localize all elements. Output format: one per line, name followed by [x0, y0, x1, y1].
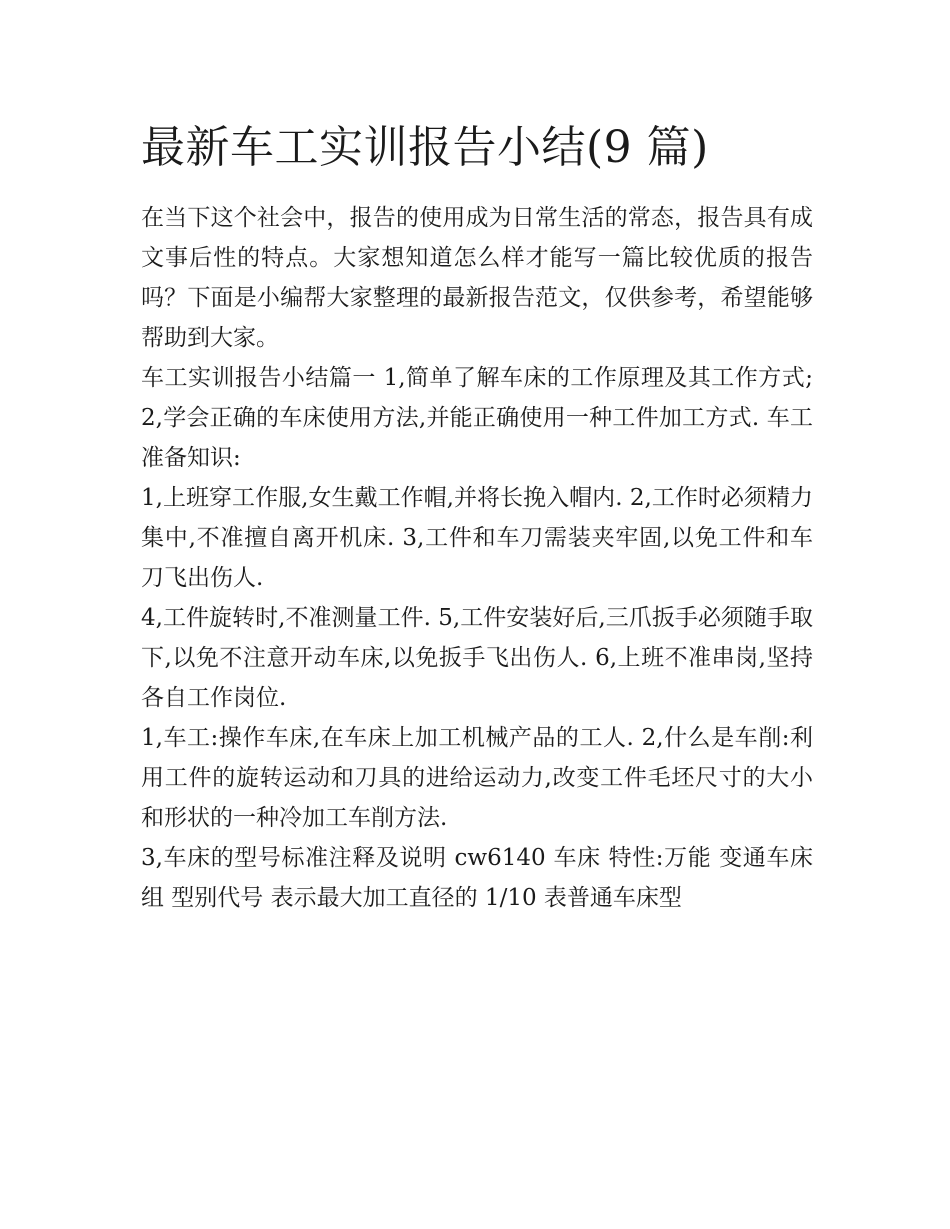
- paragraph-safety-2: 4,工件旋转时,不准测量工件. 5,工件安装好后,三爪扳手必须随手取下,以免不注意开动车床,以免扳手飞出伤人. 6,上班不准串岗,坚持各自工作岗位.: [141, 605, 813, 711]
- paragraph-section-one: 车工实训报告小结篇一 1,简单了解车床的工作原理及其工作方式; 2,学会正确的车床使用方法,并能正确使用一种工件加工方式. 车工准备知识:: [141, 365, 813, 471]
- document-body: [141, 112, 813, 918]
- paragraph-lathe-model: 3,车床的型号标准注释及说明 cw6140 车床 特性:万能 变通车床组 型别代号 表示最大加工直径的 1/10 表普通车床型: [141, 845, 813, 911]
- document-title: 最新车工实训报告小结(9 篇): [141, 122, 709, 173]
- paragraph-safety-1: 1,上班穿工作服,女生戴工作帽,并将长挽入帽内. 2,工作时必须精力集中,不准擅自离开机床. 3,工件和车刀需装夹牢固,以免工件和车刀飞出伤人.: [141, 485, 813, 591]
- paragraph-definitions: 1,车工:操作车床,在车床上加工机械产品的工人. 2,什么是车削:利用工件的旋转运动和刀具的进给运动力,改变工件毛坯尺寸的大小和形状的一种冷加工车削方法.: [141, 725, 813, 831]
- paragraph-intro: 在当下这个社会中，报告的使用成为日常生活的常态，报告具有成文事后性的特点。大家想知道怎么样才能写一篇比较优质的报告吗？下面是小编帮大家整理的最新报告范文，仅供参考，希望能够帮助到大家。: [141, 205, 813, 351]
